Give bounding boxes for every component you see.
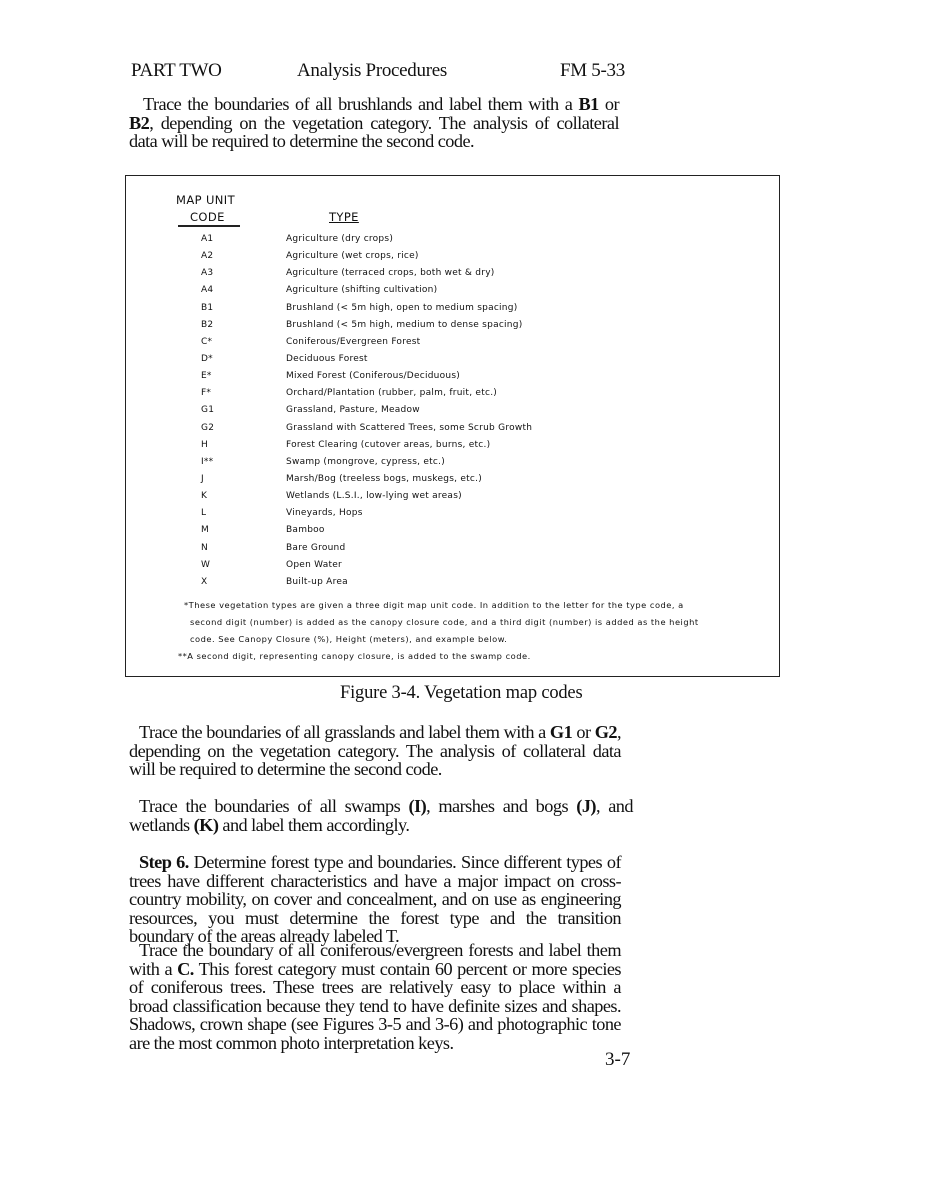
code-i: (I) (408, 796, 427, 816)
map-unit-code: A2 (201, 251, 214, 262)
map-unit-code: K (201, 491, 208, 502)
grassland-paragraph: Trace the boundaries of all grasslands and label them with a G1 or G2, depending on the vegetation category. The analysis of collateral data will be required to determine the second code. (129, 722, 622, 779)
vegetation-type: Brushland (< 5m high, open to medium spacing) (286, 302, 518, 313)
footnote-line-1: *These vegetation types are given a three digit map unit code. In addition to the letter for the type code, a (184, 600, 684, 610)
map-unit-code: C* (201, 336, 213, 347)
map-unit-code: X (201, 576, 208, 587)
vegetation-codes-figure (125, 175, 780, 677)
map-unit-code: A4 (201, 285, 214, 296)
map-unit-code: H (201, 439, 209, 450)
vegetation-type: Grassland, Pasture, Meadow (286, 405, 420, 416)
map-unit-header: MAP UNIT (176, 193, 236, 207)
map-unit-code: G2 (201, 422, 215, 433)
code-header: CODE (190, 210, 225, 224)
map-unit-code: I** (201, 456, 214, 467)
vegetation-type: Forest Clearing (cutover areas, burns, etc.) (286, 439, 491, 450)
map-unit-code: M (201, 525, 210, 536)
footnote-line-3: code. See Canopy Closure (%), Height (meters), and example below. (190, 634, 508, 644)
header-section: Analysis Procedures (297, 60, 447, 81)
code-b2: B2 (129, 112, 150, 133)
step6-label: Step 6. (139, 852, 189, 872)
map-unit-code: F* (201, 388, 212, 399)
vegetation-type: Agriculture (terraced crops, both wet & dry) (286, 268, 495, 279)
figure-caption: Figure 3-4. Vegetation map codes (340, 683, 583, 703)
step6-paragraph: Step 6. Determine forest type and boundaries. Since different types of trees have different characteristics and have a major impact on cross-country mobility, on cover and concealment, and on use as engineering resources, you must determine the forest type and the transition boundary of the areas already labeled T. (129, 852, 621, 946)
vegetation-type: Brushland (< 5m high, medium to dense spacing) (286, 319, 523, 330)
coniferous-paragraph: Trace the boundary of all coniferous/evergreen forests and label them with a C. This forest category must contain 60 percent or more species of coniferous trees. These trees are relatively easy to place within a broad classification because they tend to have definite sizes and shapes. Shadows, crown shape (see Figures 3-5 and 3-6) and photographic tone are the most common photo interpretation keys. (129, 940, 621, 1053)
vegetation-type: Grassland with Scattered Trees, some Scrub Growth (286, 422, 533, 433)
vegetation-type: Bamboo (286, 525, 325, 536)
code-c: C. (177, 958, 194, 979)
brushland-paragraph: Trace the boundaries of all brushlands and label them with a B1 or B2, depending on the vegetation category. The analysis of collateral data will be required to determine the second code. (129, 94, 619, 151)
map-unit-code: D* (201, 353, 213, 364)
vegetation-type: Agriculture (wet crops, rice) (286, 251, 419, 262)
swamp-paragraph: Trace the boundaries of all swamps (I), marshes and bogs (J), and wetlands (K) and label them accordingly. (129, 796, 633, 835)
map-unit-code: G1 (201, 405, 215, 416)
header-manual: FM 5-33 (560, 60, 625, 81)
map-unit-code: B2 (201, 319, 214, 330)
header-part: PART TWO (131, 60, 222, 81)
vegetation-type: Vineyards, Hops (286, 508, 363, 519)
vegetation-type: Bare Ground (286, 542, 346, 553)
vegetation-type: Agriculture (dry crops) (286, 234, 394, 244)
vegetation-type: Marsh/Bog (treeless bogs, muskegs, etc.) (286, 473, 482, 484)
vegetation-type: Deciduous Forest (286, 353, 368, 364)
vegetation-type: Swamp (mongrove, cypress, etc.) (286, 456, 445, 467)
type-column (286, 231, 756, 591)
code-g2: G2 (594, 722, 617, 742)
map-unit-code: A3 (201, 268, 214, 279)
code-b1: B1 (578, 94, 599, 114)
vegetation-type: Mixed Forest (Coniferous/Deciduous) (286, 371, 461, 382)
footnote-line-4: **A second digit, representing canopy closure, is added to the swamp code. (178, 651, 531, 661)
vegetation-type: Wetlands (L.S.I., low-lying wet areas) (286, 491, 462, 502)
map-unit-code: W (201, 559, 211, 570)
code-column (176, 231, 236, 591)
map-unit-code: B1 (201, 302, 214, 313)
map-unit-code: E* (201, 371, 212, 382)
footnote-line-2: second digit (number) is added as the canopy closure code, and a third digit (number) is added as the height (190, 617, 699, 627)
page-number: 3-7 (605, 1049, 631, 1070)
map-unit-code: A1 (201, 234, 214, 244)
map-unit-code: J (201, 473, 204, 484)
vegetation-type: Agriculture (shifting cultivation) (286, 285, 438, 296)
code-j: (J) (576, 796, 596, 816)
code-g1: G1 (549, 722, 573, 742)
type-header: TYPE (329, 210, 359, 224)
code-k: (K) (193, 814, 219, 835)
vegetation-type: Built-up Area (286, 576, 348, 587)
map-unit-code: L (201, 508, 207, 519)
vegetation-type: Coniferous/Evergreen Forest (286, 336, 421, 347)
vegetation-type: Orchard/Plantation (rubber, palm, fruit, etc.) (286, 388, 498, 399)
map-unit-code: N (201, 542, 208, 553)
code-header-underline (178, 225, 240, 227)
vegetation-type: Open Water (286, 559, 343, 570)
